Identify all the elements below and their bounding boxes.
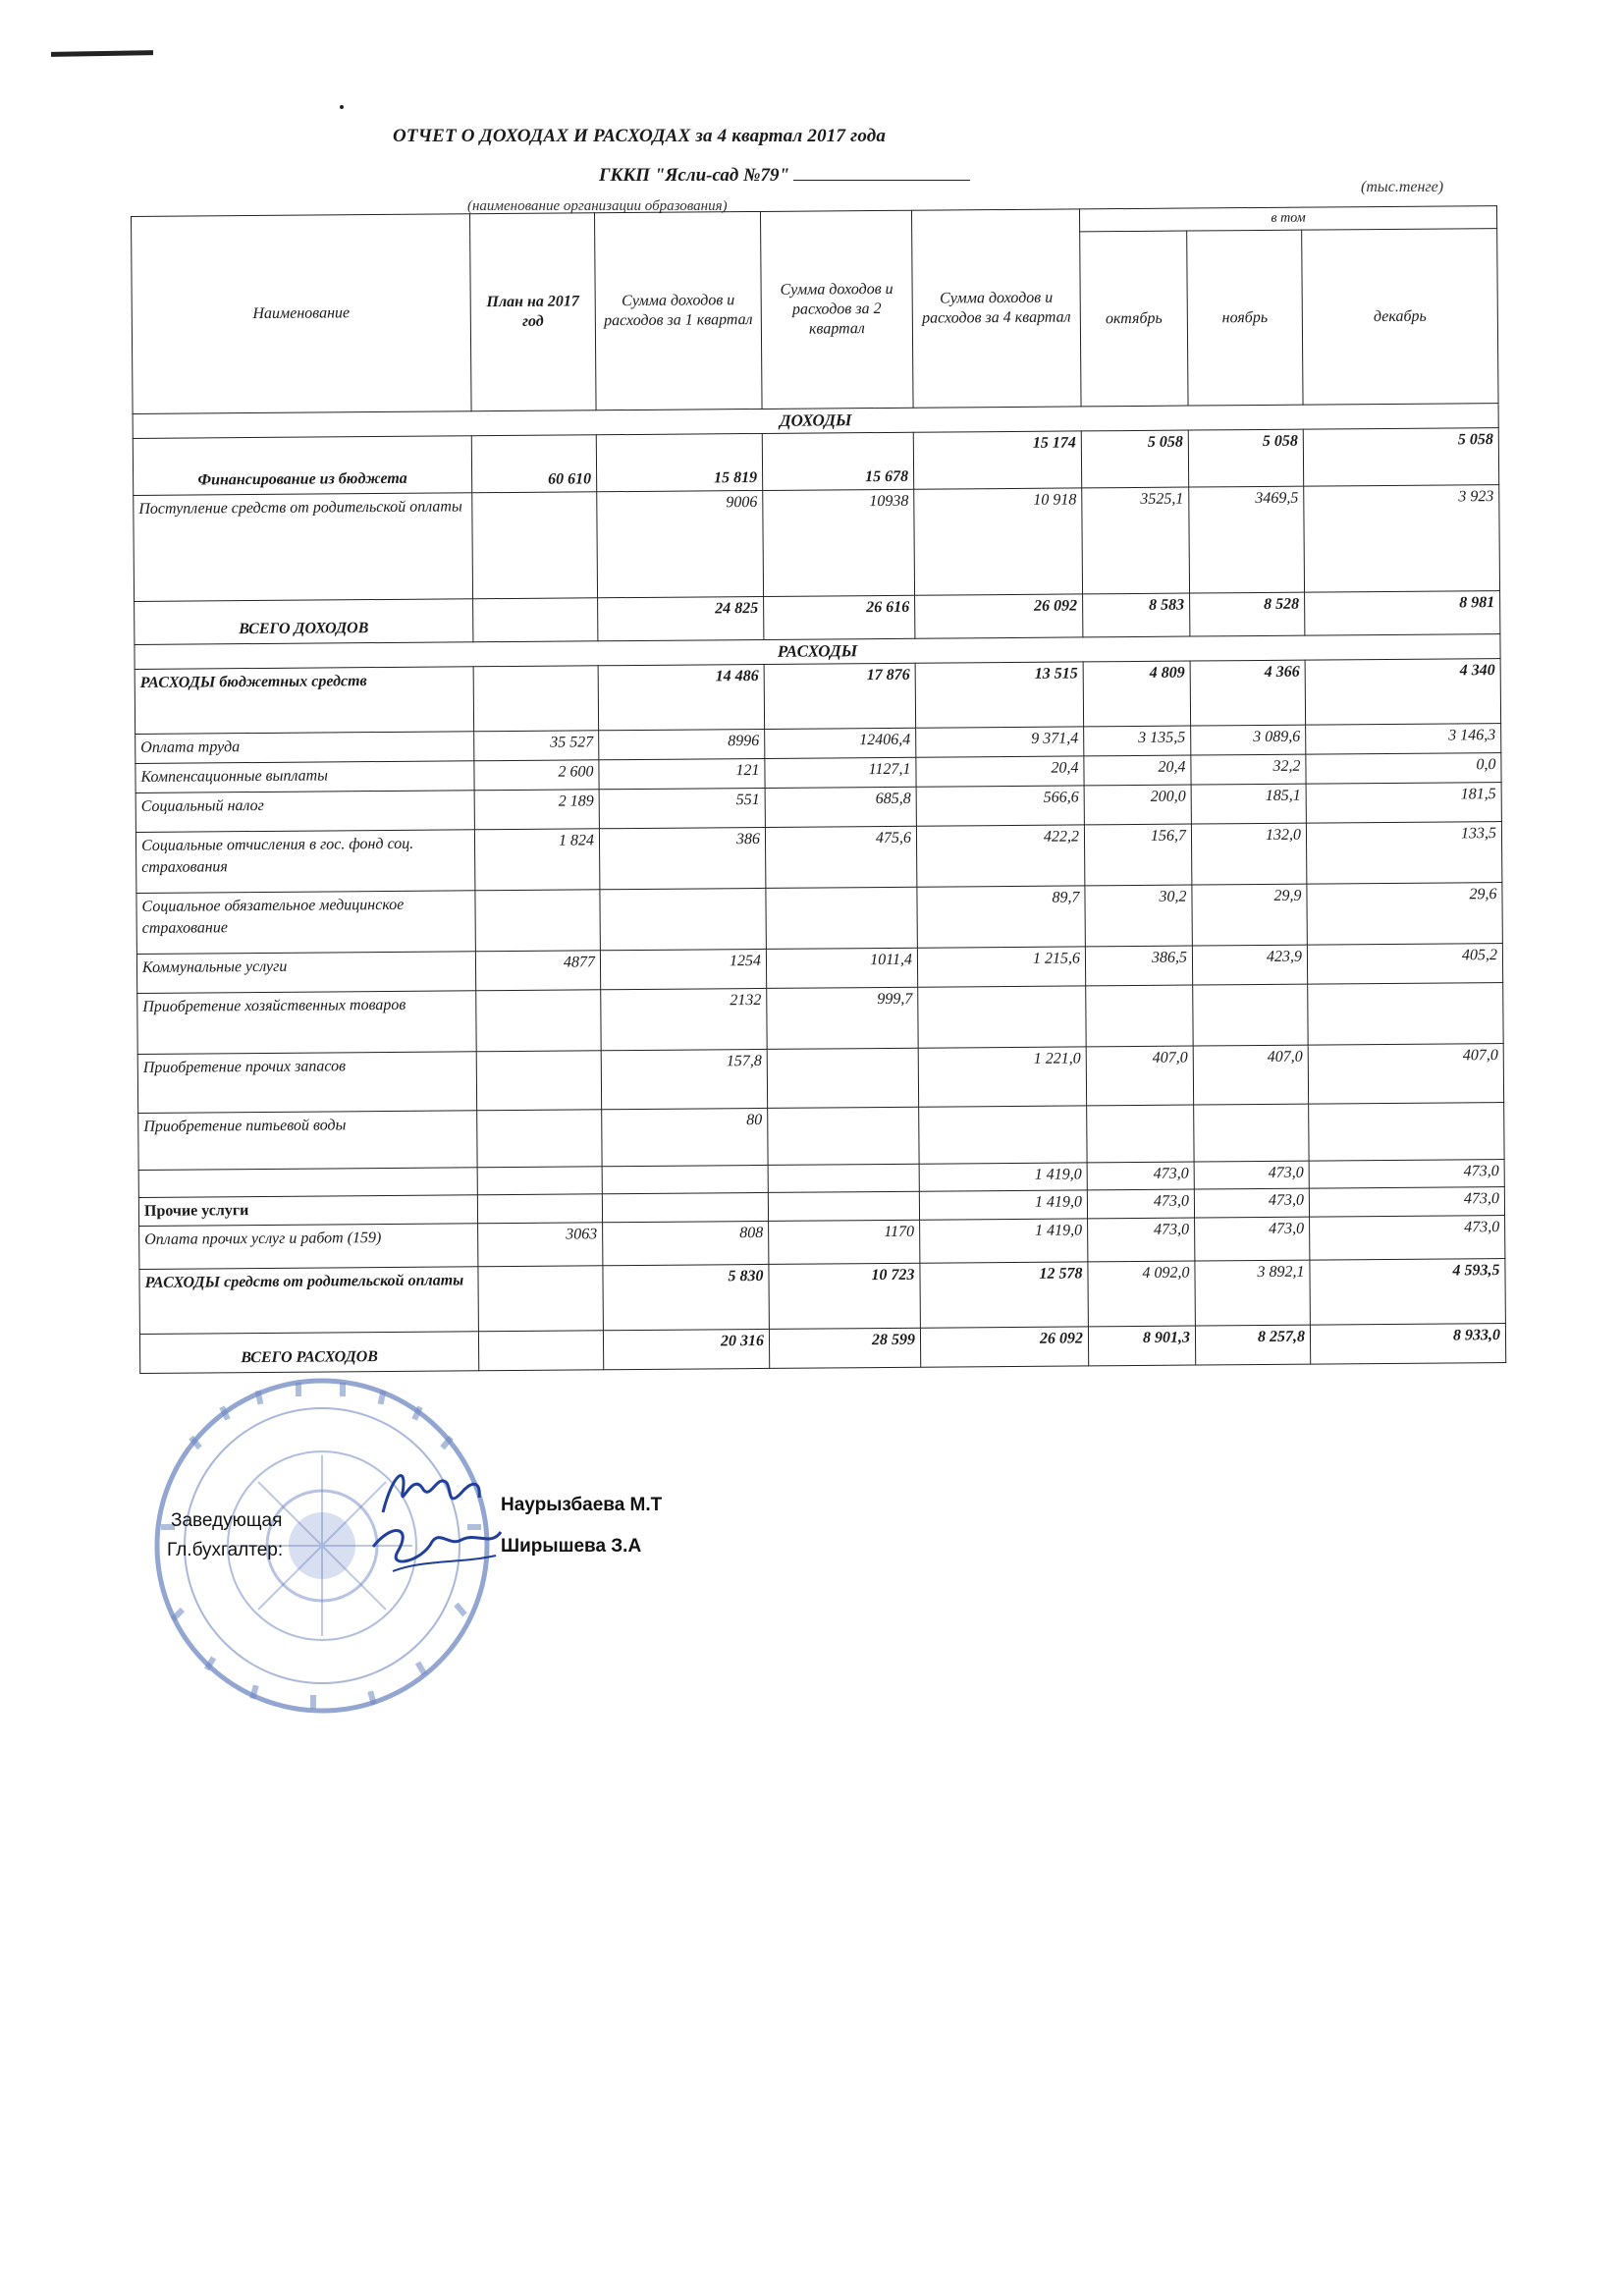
cell-q1: 551 (599, 788, 765, 828)
cell-nov: 3 892,1 (1195, 1260, 1311, 1326)
cell-oct: 3 135,5 (1084, 726, 1191, 756)
cell-oct: 30,2 (1085, 885, 1192, 947)
accountant-name: Ширышева З.А (501, 1536, 642, 1557)
cell-q2 (768, 1107, 919, 1165)
cell-dec: 29,6 (1307, 883, 1503, 946)
cell-q2 (768, 1164, 919, 1192)
cell-q4: 26 092 (920, 1326, 1088, 1366)
cell-nov: 8 528 (1190, 592, 1305, 636)
cell-q2: 28 599 (769, 1328, 920, 1368)
row-name: Приобретение прочих запасов (137, 1052, 476, 1114)
col-header-name: Наименование (132, 214, 472, 414)
cell-q1: 2132 (601, 988, 767, 1050)
row-name: ВСЕГО РАСХОДОВ (139, 1331, 478, 1373)
cell-q2: 1011,4 (766, 948, 917, 988)
cell-q4: 26 092 (915, 594, 1083, 638)
cell-q4: 1 419,0 (919, 1163, 1087, 1191)
cell-plan: 2 600 (474, 760, 599, 791)
cell-plan (475, 890, 600, 952)
table-row (138, 1103, 1504, 1171)
cell-q1: 20 316 (603, 1329, 769, 1369)
cell-q1: 14 486 (598, 664, 765, 730)
cell-plan: 4877 (475, 951, 600, 991)
cell-q4 (918, 986, 1086, 1048)
cell-dec: 4 593,5 (1310, 1258, 1506, 1325)
cell-plan (477, 1110, 602, 1168)
cell-nov: 473,0 (1194, 1161, 1309, 1189)
cell-q2: 1127,1 (765, 757, 916, 788)
cell-q4: 1 419,0 (919, 1190, 1087, 1220)
cell-nov: 5 058 (1188, 429, 1303, 487)
cell-q1: 8996 (599, 729, 765, 759)
report-table (131, 205, 1506, 1373)
table-row (135, 659, 1501, 735)
cell-plan: 2 189 (474, 790, 599, 830)
cell-q2: 685,8 (765, 787, 916, 827)
head-label: Заведующая (171, 1510, 283, 1531)
organization-name: ГККП "Ясли-сад №79" (599, 165, 790, 186)
row-name: РАСХОДЫ бюджетных средств (135, 667, 474, 735)
cell-nov: 407,0 (1193, 1045, 1308, 1105)
cell-q2: 10 723 (769, 1263, 921, 1329)
organization-caption: (наименование организации образования) (467, 198, 728, 214)
cell-q4: 1 419,0 (920, 1218, 1088, 1262)
cell-nov: 32,2 (1191, 754, 1306, 785)
cell-plan (478, 1265, 604, 1331)
cell-q1 (602, 1192, 768, 1222)
cell-q2 (767, 1048, 918, 1108)
cell-oct: 473,0 (1087, 1189, 1194, 1218)
cell-oct: 8 901,3 (1088, 1326, 1195, 1366)
table-row (137, 983, 1503, 1055)
cell-nov: 473,0 (1194, 1188, 1309, 1218)
cell-plan (478, 1330, 603, 1370)
cell-oct: 473,0 (1088, 1218, 1195, 1262)
accountant-label: Гл.бухгалтер: (167, 1540, 284, 1560)
cell-q2 (766, 887, 917, 949)
organization-underline (793, 180, 970, 181)
cell-oct (1087, 1105, 1194, 1163)
cell-q4: 89,7 (917, 886, 1085, 948)
cell-nov: 132,0 (1191, 823, 1306, 885)
col-header-q2: Сумма доходов и расходов за 2 квартал (760, 210, 913, 409)
cell-dec: 181,5 (1306, 783, 1501, 824)
cell-q4: 10 918 (914, 488, 1083, 595)
cell-q4: 20,4 (916, 756, 1084, 787)
cell-q4: 9 371,4 (916, 727, 1084, 757)
row-name: Приобретение питьевой воды (138, 1111, 477, 1171)
handwritten-signatures-icon (353, 1453, 511, 1581)
col-header-nov: ноябрь (1187, 230, 1303, 406)
units-label: (тыс.тенге) (1361, 179, 1444, 195)
cell-plan: 35 527 (474, 731, 599, 761)
cell-nov (1194, 1104, 1309, 1162)
head-name: Наурызбаева М.Т (501, 1495, 663, 1515)
cell-plan (472, 492, 598, 599)
cell-q1: 157,8 (601, 1049, 767, 1109)
cell-q2: 999,7 (767, 987, 918, 1049)
section-expense: РАСХОДЫ (135, 634, 1500, 670)
cell-q2: 475,6 (765, 826, 916, 888)
cell-q4: 1 221,0 (918, 1047, 1086, 1107)
cell-nov: 4 366 (1190, 660, 1306, 726)
table-row (137, 1044, 1503, 1114)
cell-dec: 8 933,0 (1310, 1323, 1505, 1364)
row-name: Социальный налог (135, 791, 474, 833)
cell-plan: 60 610 (471, 435, 596, 493)
cell-oct: 4 092,0 (1088, 1261, 1196, 1327)
table-row (135, 822, 1501, 894)
cell-plan: 3063 (478, 1222, 603, 1266)
row-name: Социальные отчисления в гос. фонд соц. страхования (135, 830, 474, 894)
cell-dec (1308, 983, 1504, 1046)
cell-nov: 29,9 (1192, 884, 1307, 946)
cell-oct (1086, 985, 1193, 1047)
cell-oct: 8 583 (1083, 593, 1190, 637)
scan-mark (51, 50, 153, 57)
row-name: РАСХОДЫ средств от родительской оплаты (139, 1266, 479, 1334)
cell-q1: 9006 (597, 490, 764, 597)
cell-dec: 3 146,3 (1306, 724, 1501, 755)
table-row (133, 428, 1498, 496)
row-name (138, 1168, 477, 1198)
cell-nov: 185,1 (1191, 784, 1306, 824)
cell-q2: 15 678 (762, 432, 913, 490)
cell-nov: 8 257,8 (1195, 1325, 1310, 1365)
cell-oct: 386,5 (1085, 946, 1192, 986)
cell-plan (477, 1167, 602, 1195)
row-name: Социальное обязательное медицинское страхование (136, 891, 475, 955)
cell-oct: 3525,1 (1082, 487, 1190, 594)
cell-nov: 423,9 (1192, 945, 1307, 985)
col-header-oct: октябрь (1080, 231, 1188, 407)
report-title: ОТЧЕТ О ДОХОДАХ И РАСХОДАХ за 4 квартал 2017 года (393, 126, 887, 146)
cell-q1: 24 825 (598, 596, 764, 640)
cell-dec: 8 981 (1305, 591, 1500, 636)
cell-plan (473, 666, 599, 732)
cell-nov: 3 089,6 (1191, 725, 1306, 755)
col-header-q4: Сумма доходов и расходов за 4 квартал (911, 209, 1081, 408)
cell-plan (477, 1194, 602, 1224)
cell-q1: 386 (599, 827, 765, 889)
cell-plan (476, 990, 601, 1052)
col-header-q1: Сумма доходов и расходов за 1 квартал (594, 211, 762, 410)
cell-q1: 15 819 (596, 433, 762, 491)
cell-q4 (919, 1106, 1087, 1164)
cell-dec: 405,2 (1307, 944, 1502, 985)
cell-q4: 422,2 (916, 825, 1084, 887)
cell-q1: 808 (603, 1221, 769, 1265)
cell-q1: 5 830 (603, 1264, 770, 1330)
cell-oct: 473,0 (1087, 1162, 1194, 1190)
cell-dec: 5 058 (1303, 428, 1498, 487)
row-name: Приобретение хозяйственных товаров (137, 991, 476, 1055)
cell-q4: 13 515 (915, 662, 1084, 728)
cell-dec: 3 923 (1304, 485, 1500, 593)
cell-q2: 17 876 (764, 663, 916, 729)
table-row (134, 485, 1500, 602)
row-name: Компенсационные выплаты (135, 761, 474, 793)
cell-q1 (602, 1165, 768, 1193)
cell-oct: 4 809 (1083, 661, 1191, 727)
row-name: Оплата прочих услуг и работ (159) (139, 1223, 478, 1269)
cell-plan (473, 598, 598, 642)
cell-oct: 20,4 (1084, 755, 1191, 786)
row-name: ВСЕГО ДОХОДОВ (135, 599, 473, 645)
cell-dec: 0,0 (1306, 753, 1501, 785)
cell-q1: 1254 (600, 949, 766, 989)
cell-q4: 12 578 (920, 1261, 1089, 1327)
row-name: Прочие услуги (138, 1195, 477, 1226)
organization-line (599, 165, 970, 187)
cell-nov (1193, 984, 1308, 1046)
row-name: Поступление средств от родительской оплаты (134, 493, 473, 602)
cell-oct: 5 058 (1081, 430, 1188, 488)
col-header-plan: План на 2017 год (469, 213, 596, 411)
table-row (139, 1258, 1506, 1334)
row-name: Финансирование из бюджета (133, 436, 471, 496)
cell-dec: 473,0 (1309, 1160, 1504, 1189)
cell-q4: 566,6 (916, 786, 1084, 826)
table-row (136, 883, 1502, 955)
cell-dec: 133,5 (1306, 822, 1502, 885)
cell-q2: 1170 (769, 1220, 920, 1264)
col-header-dec: декабрь (1302, 229, 1498, 406)
section-income: ДОХОДЫ (133, 404, 1498, 439)
cell-q4: 1 215,6 (917, 947, 1085, 987)
cell-q2 (768, 1191, 919, 1221)
cell-dec: 4 340 (1305, 659, 1501, 726)
cell-oct: 156,7 (1084, 824, 1191, 886)
cell-oct: 407,0 (1086, 1046, 1193, 1106)
cell-q2: 12406,4 (765, 728, 916, 758)
cell-nov: 473,0 (1195, 1217, 1310, 1261)
cell-q1: 121 (599, 758, 765, 789)
cell-dec: 407,0 (1308, 1044, 1503, 1105)
cell-q2: 26 616 (764, 595, 915, 639)
col-header-group: в том (1079, 206, 1496, 232)
cell-oct: 200,0 (1084, 785, 1191, 825)
cell-q1: 80 (602, 1108, 768, 1166)
row-name: Коммунальные услуги (136, 952, 475, 994)
cell-q2: 10938 (763, 489, 915, 596)
cell-q1 (600, 888, 766, 950)
cell-plan (476, 1051, 601, 1111)
cell-plan: 1 824 (474, 829, 599, 891)
row-name: Оплата труда (135, 732, 474, 764)
scan-dot (340, 105, 344, 109)
cell-dec: 473,0 (1309, 1187, 1504, 1217)
cell-q4: 15 174 (913, 431, 1081, 489)
cell-dec (1309, 1103, 1504, 1162)
cell-nov: 3469,5 (1189, 486, 1305, 593)
cell-dec: 473,0 (1310, 1215, 1505, 1260)
